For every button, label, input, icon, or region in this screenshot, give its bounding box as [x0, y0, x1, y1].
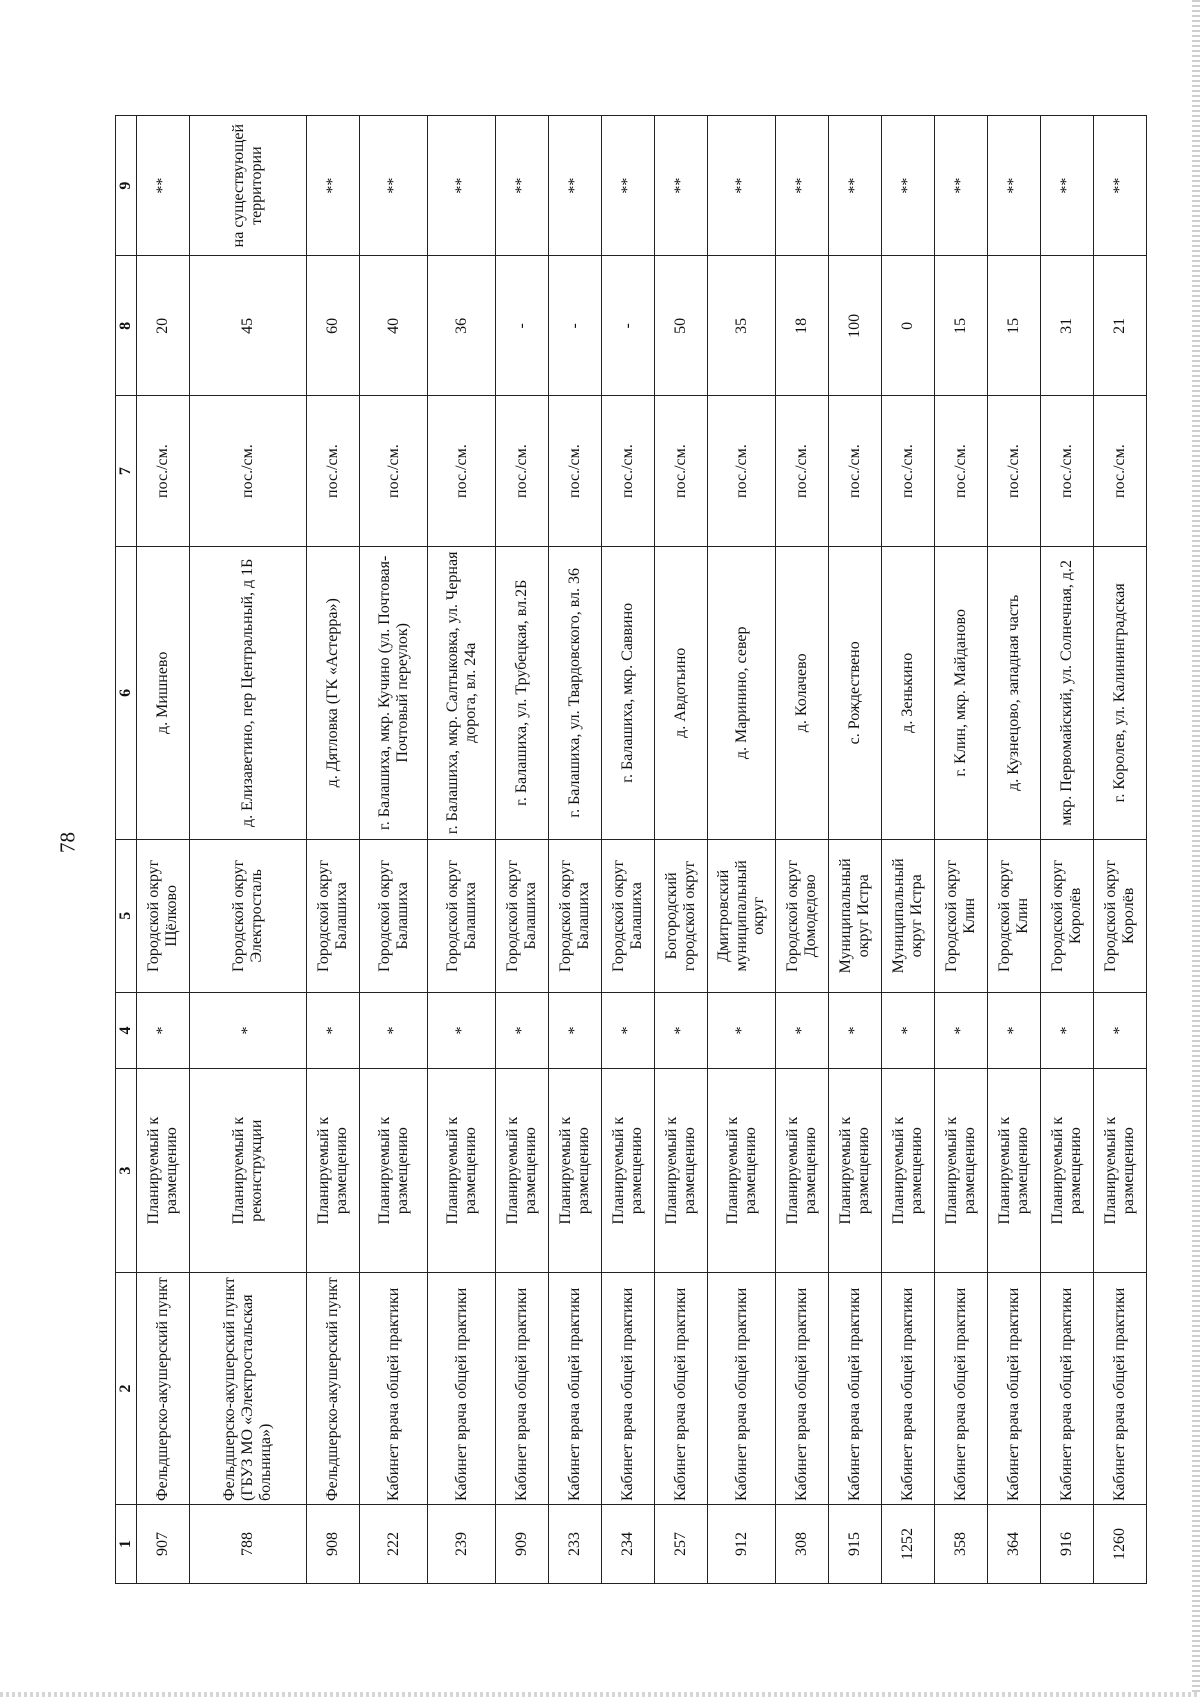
table-row — [360, 116, 428, 1584]
cell-address: г. Балашиха, ул. Трубецкая, вл.2Б — [496, 546, 549, 839]
cell-address: мкр. Первомайский, ул. Солнечная, д.2 — [1041, 546, 1094, 839]
cell-note: ** — [360, 116, 428, 256]
cell-unit: пос./см. — [496, 396, 549, 546]
cell-status: Планируемый к размещению — [307, 1069, 360, 1273]
table-row — [988, 116, 1041, 1584]
cell-name: Фельдшерско-акушерский пункт — [307, 1273, 360, 1505]
cell-note: ** — [882, 116, 935, 256]
cell-capacity: 40 — [360, 256, 428, 396]
cell-district: Дмитровский муниципальный округ — [708, 839, 776, 992]
table-row — [549, 116, 602, 1584]
cell-mark: * — [1094, 992, 1147, 1068]
cell-note: ** — [428, 116, 496, 256]
cell-name: Кабинет врача общей практики — [655, 1273, 708, 1505]
cell-name: Кабинет врача общей практики — [360, 1273, 428, 1505]
cell-district: Городской округ Балашиха — [307, 839, 360, 992]
cell-district: Городской округ Клин — [988, 839, 1041, 992]
cell-number: 909 — [496, 1505, 549, 1584]
cell-district: Городской округ Балашиха — [549, 839, 602, 992]
cell-capacity: 18 — [776, 256, 829, 396]
cell-address: д. Зенькино — [882, 546, 935, 839]
table-row — [428, 116, 496, 1584]
cell-district: Городской округ Балашиха — [428, 839, 496, 992]
column-header: 7 — [116, 396, 137, 546]
table-row — [935, 116, 988, 1584]
column-header: 3 — [116, 1069, 137, 1273]
cell-name: Кабинет врача общей практики — [1094, 1273, 1147, 1505]
column-header: 4 — [116, 992, 137, 1068]
cell-address: д. Кузнецово, западная часть — [988, 546, 1041, 839]
cell-note: на существующей территории — [190, 116, 307, 256]
cell-note: ** — [1041, 116, 1094, 256]
cell-status: Планируемый к размещению — [1041, 1069, 1094, 1273]
cell-capacity: 31 — [1041, 256, 1094, 396]
table-row — [602, 116, 655, 1584]
cell-mark: * — [655, 992, 708, 1068]
cell-mark: * — [496, 992, 549, 1068]
cell-name: Кабинет врача общей практики — [882, 1273, 935, 1505]
cell-unit: пос./см. — [708, 396, 776, 546]
table-row — [655, 116, 708, 1584]
cell-district: Городской округ Клин — [935, 839, 988, 992]
cell-status: Планируемый к размещению — [988, 1069, 1041, 1273]
cell-mark: * — [137, 992, 190, 1068]
cell-address: д. Авдотьино — [655, 546, 708, 839]
cell-mark: * — [428, 992, 496, 1068]
cell-name: Кабинет врача общей практики — [1041, 1273, 1094, 1505]
cell-unit: пос./см. — [776, 396, 829, 546]
cell-unit: пос./см. — [428, 396, 496, 546]
cell-address: г. Королев, ул. Калининградская — [1094, 546, 1147, 839]
cell-capacity: 21 — [1094, 256, 1147, 396]
cell-mark: * — [307, 992, 360, 1068]
table-row — [1094, 116, 1147, 1584]
cell-address: д. Маринино, север — [708, 546, 776, 839]
cell-capacity: 20 — [137, 256, 190, 396]
cell-mark: * — [829, 992, 882, 1068]
cell-note: ** — [935, 116, 988, 256]
cell-unit: пос./см. — [655, 396, 708, 546]
cell-district: Городской округ Домодедово — [776, 839, 829, 992]
cell-status: Планируемый к размещению — [935, 1069, 988, 1273]
cell-district: Городской округ Щёлково — [137, 839, 190, 992]
cell-name: Кабинет врача общей практики — [829, 1273, 882, 1505]
cell-district: Городской округ Балашиха — [360, 839, 428, 992]
cell-capacity: - — [549, 256, 602, 396]
cell-number: 222 — [360, 1505, 428, 1584]
cell-capacity: - — [602, 256, 655, 396]
cell-name: Кабинет врача общей практики — [708, 1273, 776, 1505]
cell-name: Кабинет врача общей практики — [776, 1273, 829, 1505]
cell-capacity: 36 — [428, 256, 496, 396]
cell-mark: * — [360, 992, 428, 1068]
cell-status: Планируемый к размещению — [1094, 1069, 1147, 1273]
cell-unit: пос./см. — [935, 396, 988, 546]
cell-note: ** — [137, 116, 190, 256]
cell-mark: * — [988, 992, 1041, 1068]
cell-number: 239 — [428, 1505, 496, 1584]
cell-address: г. Балашиха, ул. Твардовского, вл. 36 — [549, 546, 602, 839]
cell-number: 915 — [829, 1505, 882, 1584]
cell-mark: * — [549, 992, 602, 1068]
cell-number: 1260 — [1094, 1505, 1147, 1584]
column-header: 8 — [116, 256, 137, 396]
table-row — [1041, 116, 1094, 1584]
cell-name: Кабинет врача общей практики — [428, 1273, 496, 1505]
table-row — [882, 116, 935, 1584]
cell-note: ** — [988, 116, 1041, 256]
rotated-table-container — [115, 115, 1137, 1584]
table-row — [307, 116, 360, 1584]
cell-capacity: 15 — [935, 256, 988, 396]
cell-capacity: 60 — [307, 256, 360, 396]
cell-status: Планируемый к размещению — [360, 1069, 428, 1273]
cell-status: Планируемый к размещению — [137, 1069, 190, 1273]
cell-district: Городской округ Электросталь — [190, 839, 307, 992]
cell-unit: пос./см. — [1094, 396, 1147, 546]
cell-district: Городской округ Балашиха — [602, 839, 655, 992]
cell-name: Кабинет врача общей практики — [496, 1273, 549, 1505]
cell-mark: * — [708, 992, 776, 1068]
cell-address: г. Клин, мкр. Майданово — [935, 546, 988, 839]
cell-note: ** — [549, 116, 602, 256]
cell-status: Планируемый к размещению — [496, 1069, 549, 1273]
cell-district: Богородский городской округ — [655, 839, 708, 992]
cell-number: 308 — [776, 1505, 829, 1584]
cell-district: Городской округ Балашиха — [496, 839, 549, 992]
cell-number: 358 — [935, 1505, 988, 1584]
cell-number: 912 — [708, 1505, 776, 1584]
cell-capacity: 100 — [829, 256, 882, 396]
cell-address: г. Балашиха, мкр. Кучино (ул. Почтовая-Почтовый переулок) — [360, 546, 428, 839]
cell-unit: пос./см. — [988, 396, 1041, 546]
table-row — [190, 116, 307, 1584]
cell-note: ** — [655, 116, 708, 256]
cell-number: 1252 — [882, 1505, 935, 1584]
cell-address: д. Дятловка (ГК «Астерра») — [307, 546, 360, 839]
cell-address: д. Елизаветино, пер Центральный, д 1Б — [190, 546, 307, 839]
column-header: 6 — [116, 546, 137, 839]
cell-number: 234 — [602, 1505, 655, 1584]
table-row — [829, 116, 882, 1584]
cell-address: г. Балашиха, мкр. Салтыковка, ул. Черная дорога, вл. 24а — [428, 546, 496, 839]
table-row — [137, 116, 190, 1584]
page-number: 78 — [55, 832, 80, 853]
cell-capacity: 45 — [190, 256, 307, 396]
cell-status: Планируемый к размещению — [776, 1069, 829, 1273]
cell-address: д. Колачево — [776, 546, 829, 839]
cell-status: Планируемый к размещению — [882, 1069, 935, 1273]
cell-note: ** — [708, 116, 776, 256]
cell-unit: пос./см. — [1041, 396, 1094, 546]
cell-number: 916 — [1041, 1505, 1094, 1584]
cell-capacity: - — [496, 256, 549, 396]
cell-note: ** — [496, 116, 549, 256]
facilities-table — [115, 115, 1147, 1584]
cell-mark: * — [602, 992, 655, 1068]
cell-district: Муниципальный округ Истра — [829, 839, 882, 992]
cell-mark: * — [882, 992, 935, 1068]
cell-unit: пос./см. — [307, 396, 360, 546]
cell-status: Планируемый к размещению — [708, 1069, 776, 1273]
binder-edge — [1192, 0, 1200, 1697]
cell-address: д. Мишнево — [137, 546, 190, 839]
cell-mark: * — [935, 992, 988, 1068]
cell-note: ** — [1094, 116, 1147, 256]
cell-mark: * — [190, 992, 307, 1068]
cell-unit: пос./см. — [882, 396, 935, 546]
cell-note: ** — [776, 116, 829, 256]
column-header: 1 — [116, 1505, 137, 1584]
cell-number: 788 — [190, 1505, 307, 1584]
cell-name: Фельдшерско-акушерский пункт (ГБУЗ МО «Электростальская больница») — [190, 1273, 307, 1505]
cell-number: 364 — [988, 1505, 1041, 1584]
cell-address: с. Рождествено — [829, 546, 882, 839]
cell-status: Планируемый к реконструкции — [190, 1069, 307, 1273]
cell-status: Планируемый к размещению — [829, 1069, 882, 1273]
column-header: 5 — [116, 839, 137, 992]
cell-capacity: 50 — [655, 256, 708, 396]
cell-district: Городской округ Королёв — [1094, 839, 1147, 992]
table-row — [776, 116, 829, 1584]
cell-capacity: 0 — [882, 256, 935, 396]
cell-status: Планируемый к размещению — [655, 1069, 708, 1273]
cell-mark: * — [776, 992, 829, 1068]
cell-note: ** — [307, 116, 360, 256]
cell-number: 907 — [137, 1505, 190, 1584]
cell-district: Городской округ Королёв — [1041, 839, 1094, 992]
cell-unit: пос./см. — [137, 396, 190, 546]
cell-status: Планируемый к размещению — [428, 1069, 496, 1273]
cell-note: ** — [602, 116, 655, 256]
scan-bottom-edge — [0, 1692, 1200, 1697]
cell-status: Планируемый к размещению — [549, 1069, 602, 1273]
cell-name: Фельдшерско-акушерский пункт — [137, 1273, 190, 1505]
column-header: 2 — [116, 1273, 137, 1505]
column-header: 9 — [116, 116, 137, 256]
cell-note: ** — [829, 116, 882, 256]
cell-unit: пос./см. — [602, 396, 655, 546]
cell-district: Муниципальный округ Истра — [882, 839, 935, 992]
cell-address: г. Балашиха, мкр. Саввино — [602, 546, 655, 839]
cell-unit: пос./см. — [829, 396, 882, 546]
cell-mark: * — [1041, 992, 1094, 1068]
table-row — [708, 116, 776, 1584]
table-row — [496, 116, 549, 1584]
cell-name: Кабинет врача общей практики — [935, 1273, 988, 1505]
cell-name: Кабинет врача общей практики — [549, 1273, 602, 1505]
cell-name: Кабинет врача общей практики — [988, 1273, 1041, 1505]
cell-number: 908 — [307, 1505, 360, 1584]
cell-unit: пос./см. — [190, 396, 307, 546]
cell-unit: пос./см. — [360, 396, 428, 546]
table-body — [116, 116, 1147, 1584]
cell-name: Кабинет врача общей практики — [602, 1273, 655, 1505]
cell-status: Планируемый к размещению — [602, 1069, 655, 1273]
cell-number: 233 — [549, 1505, 602, 1584]
cell-capacity: 35 — [708, 256, 776, 396]
header-row — [116, 116, 137, 1584]
cell-capacity: 15 — [988, 256, 1041, 396]
cell-number: 257 — [655, 1505, 708, 1584]
cell-unit: пос./см. — [549, 396, 602, 546]
